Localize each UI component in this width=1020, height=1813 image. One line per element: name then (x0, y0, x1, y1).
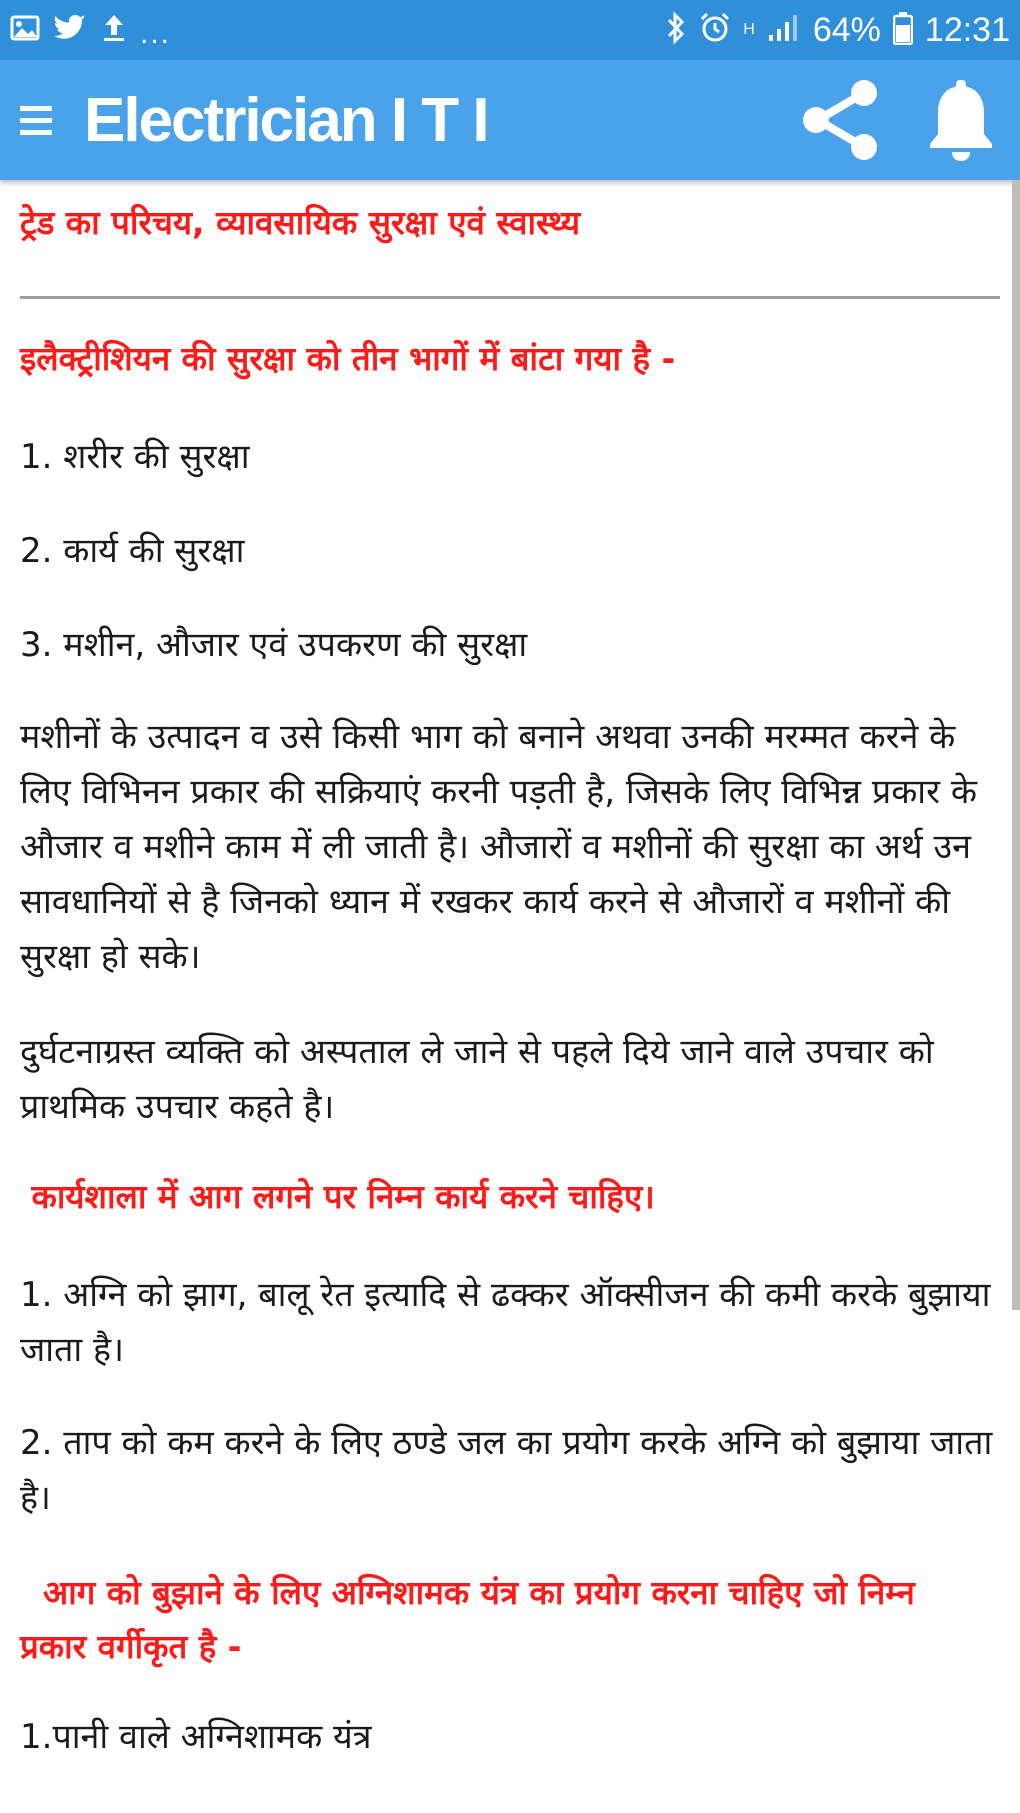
menu-icon[interactable] (20, 104, 56, 136)
status-right-icons (665, 11, 1010, 50)
battery-icon (893, 11, 913, 49)
list-item: 1. अग्नि को झाग, बालू रेत इत्यादि से ढक्कर ऑक्सीजन की कमी करके बुझाया जाता है। (20, 1275, 991, 1370)
share-icon[interactable] (798, 78, 882, 162)
article-title: ट्रेड का परिचय, व्यावसायिक सुरक्षा एवं स्वास्थ्य (20, 203, 581, 242)
list-item: 1.पानी वाले अग्निशामक यंत्र (20, 1717, 372, 1757)
network-type-label: H (743, 21, 755, 38)
image-icon (10, 15, 40, 45)
status-left-icons (10, 9, 171, 51)
status-bar (0, 0, 1020, 60)
app-bar (0, 60, 1020, 180)
clock: 12:31 (924, 10, 1010, 49)
paragraph-first-aid: दुर्घटनाग्रस्त व्यक्ति को अस्पताल ले जाने से पहले दिये जाने वाले उपचार को प्राथमिक उपचार कहते है। (20, 1032, 934, 1127)
section-heading-fire: कार्यशाला में आग लगने पर निम्न कार्य करने चाहिए। (20, 1177, 655, 1216)
notification-bell-icon[interactable] (926, 78, 996, 162)
twitter-icon (54, 14, 88, 46)
app-bar-actions (798, 70, 996, 170)
upload-icon (102, 13, 126, 47)
scrollbar[interactable] (1012, 180, 1020, 1310)
paragraph-machine-safety: मशीनों के उत्पादन व उसे किसी भाग को बनाने अथवा उनकी मरम्मत करने के लिए विभिनन प्रकार की सक्रियाएं करनी पड़ती है, जिसके लिए विभिन्न प्रकार के औजार व मशीने काम में ली जाती है। औजारों व मशीनों की सुरक्षा का अर्थ उन सावधानियों से है जिनको ध्यान में रखकर कार्य करने से औजारों व मशीनों की सुरक्षा हो सके। (20, 717, 977, 977)
alarm-icon (699, 12, 731, 48)
title-divider (20, 296, 1000, 299)
list-item: 3. मशीन, औजार एवं उपकरण की सुरक्षा (20, 625, 528, 665)
article-content (0, 180, 1020, 1813)
list-item: 2. ताप को कम करने के लिए ठण्डे जल का प्रयोग करके अग्नि को बुझाया जाता है। (20, 1423, 993, 1518)
more-notifications-icon: ... (140, 17, 172, 50)
app-title: Electrician I T I (84, 85, 488, 155)
bluetooth-icon (665, 11, 687, 49)
signal-icon (767, 13, 801, 47)
section-heading-safety: इलैक्ट्रीशियन की सुरक्षा को तीन भागों में बांटा गया है - (20, 339, 676, 378)
list-item: 1. शरीर की सुरक्षा (20, 437, 250, 477)
section-heading-extinguisher: आग को बुझाने के लिए अग्निशामक यंत्र का प्रयोग करना चाहिए जो निम्न प्रकार वर्गीकृत है - (20, 1573, 938, 1666)
battery-percent: 64% (812, 10, 881, 49)
network-type-icon (743, 23, 755, 37)
list-item: 2. कार्य की सुरक्षा (20, 531, 245, 571)
